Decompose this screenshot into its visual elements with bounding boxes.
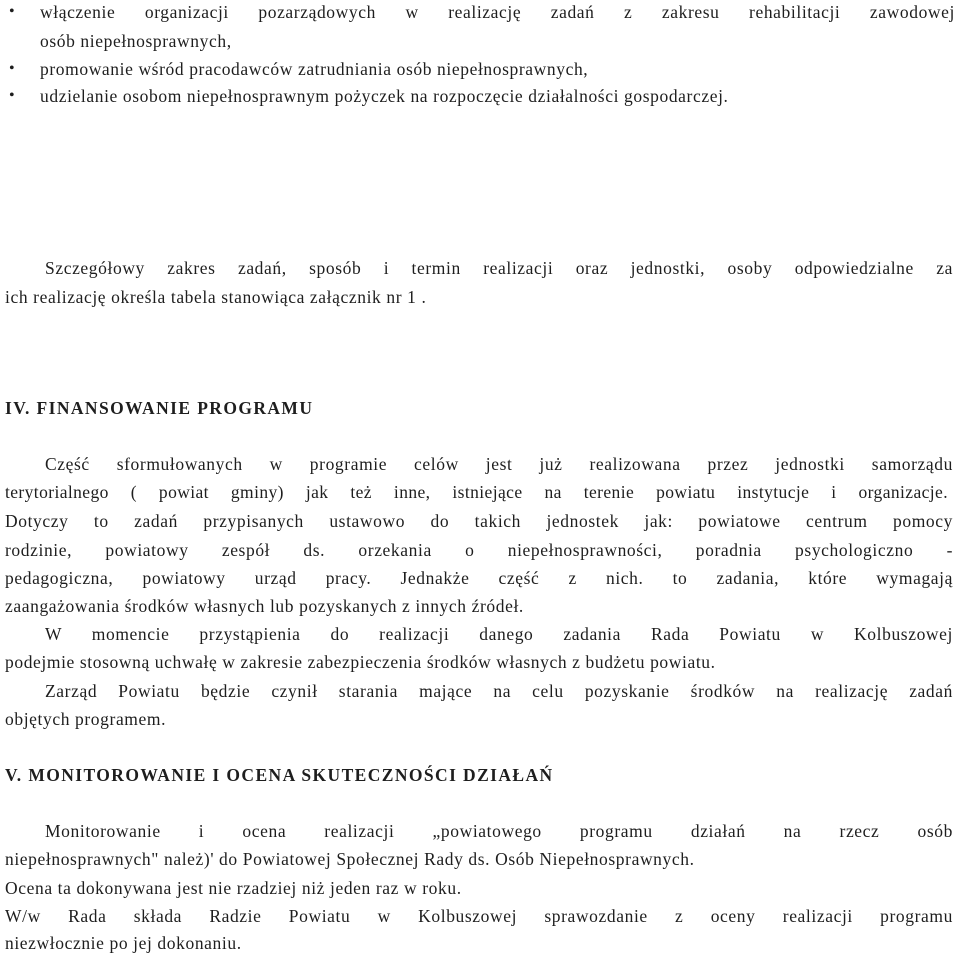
- bullet-marker: •: [9, 60, 15, 77]
- detail-paragraph-line-1: Szczegółowy zakres zadań, sposób i termin realizacji oraz jednostki, osoby odpowiedzialne za: [45, 258, 953, 278]
- detail-paragraph-line-2: ich realizację określa tabela stanowiąca załącznik nr 1 .: [5, 287, 427, 307]
- financing-line-6: zaangażowania środków własnych lub pozyskanych z innych źródeł.: [5, 596, 524, 616]
- bullet-marker: •: [9, 3, 15, 20]
- financing-line-3: Dotyczy to zadań przypisanych ustawowo do takich jednostek jak: powiatowe centrum pomocy: [5, 511, 953, 531]
- financing-line-10: objętych programem.: [5, 709, 167, 729]
- financing-line-4: rodzinie, powiatowy zespół ds. orzekania o niepełnosprawności, poradnia psychologiczno -: [5, 540, 953, 560]
- financing-line-2: terytorialnego ( powiat gminy) jak też inne, istniejące na terenie powiatu instytucje i organizacje.: [5, 482, 948, 502]
- financing-line-5: pedagogiczna, powiatowy urząd pracy. Jednakże część z nich. to zadania, które wymagają: [5, 568, 953, 588]
- financing-line-1: Część sformułowanych w programie celów jest już realizowana przez jednostki samorządu: [45, 454, 953, 474]
- monitoring-line-5: niezwłocznie po jej dokonaniu.: [5, 933, 242, 953]
- bullet-item-2: promowanie wśród pracodawców zatrudniania osób niepełnosprawnych,: [40, 59, 589, 79]
- monitoring-line-2: niepełnosprawnych" należ)' do Powiatowej Społecznej Rady ds. Osób Niepełnosprawnych.: [5, 849, 695, 869]
- financing-line-7: W momencie przystąpienia do realizacji danego zadania Rada Powiatu w Kolbuszowej: [45, 624, 953, 644]
- financing-line-9: Zarząd Powiatu będzie czynił starania mające na celu pozyskanie środków na realizację zadań: [45, 681, 953, 701]
- monitoring-line-1: Monitorowanie i ocena realizacji „powiatowego programu działań na rzecz osób: [45, 821, 953, 841]
- bullet-item-1-line-2: osób niepełnosprawnych,: [40, 31, 232, 51]
- monitoring-line-4: W/w Rada składa Radzie Powiatu w Kolbuszowej sprawozdanie z oceny realizacji programu: [5, 906, 953, 926]
- section-heading-monitoring: V. MONITOROWANIE I OCENA SKUTECZNOŚCI DZIAŁAŃ: [5, 765, 554, 785]
- bullet-marker: •: [9, 87, 15, 104]
- bullet-item-1-line-1: włączenie organizacji pozarządowych w realizację zadań z zakresu rehabilitacji zawodowej: [40, 2, 955, 22]
- bullet-item-3: udzielanie osobom niepełnosprawnym pożyczek na rozpoczęcie działalności gospodarczej.: [40, 86, 729, 106]
- financing-line-8: podejmie stosowną uchwałę w zakresie zabezpieczenia środków własnych z budżetu powiatu.: [5, 652, 716, 672]
- section-heading-financing: IV. FINANSOWANIE PROGRAMU: [5, 398, 314, 418]
- monitoring-line-3: Ocena ta dokonywana jest nie rzadziej niż jeden raz w roku.: [5, 878, 462, 898]
